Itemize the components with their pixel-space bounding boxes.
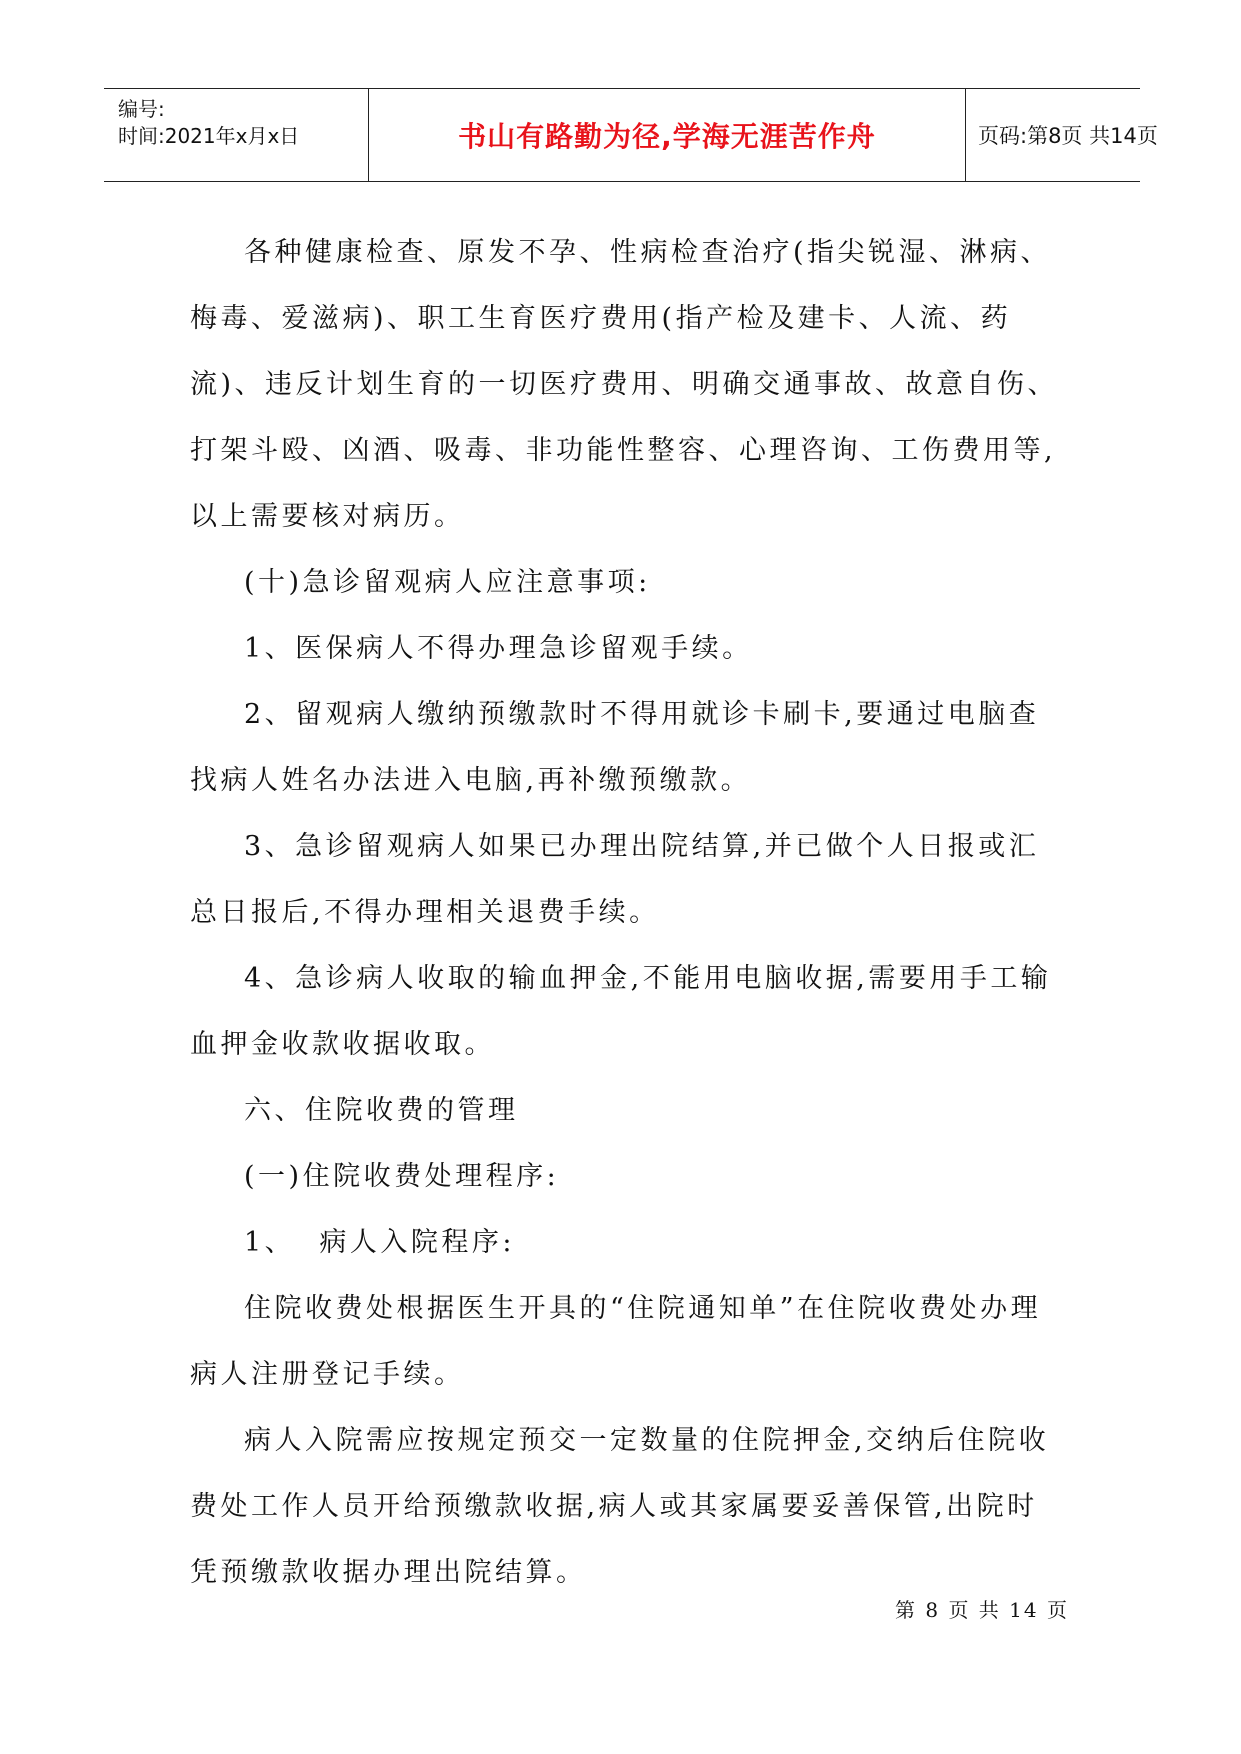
paragraph: 1、 病人入院程序:	[244, 1227, 515, 1258]
paragraph: 2、留观病人缴纳预缴款时不得用就诊卡刷卡,要通过电脑查找病人姓名办法进入电脑,再补缴预缴款。	[190, 699, 1040, 796]
paragraph: 3、急诊留观病人如果已办理出院结算,并已做个人日报或汇总日报后,不得办理相关退费手续。	[190, 831, 1040, 928]
number-label: 编号:	[118, 97, 165, 121]
header-page-info: 页码:第8页 共14页	[978, 124, 1158, 148]
subsection-heading: (一)住院收费处理程序:	[244, 1161, 560, 1192]
motto-text: 书山有路勤为径,学海无涯苦作舟	[458, 120, 876, 153]
paragraph: 1、医保病人不得办理急诊留观手续。	[244, 633, 753, 664]
paragraph: 住院收费处根据医生开具的“住院通知单”在住院收费处办理病人注册登记手续。	[190, 1293, 1042, 1390]
paragraph: 病人入院需应按规定预交一定数量的住院押金,交纳后住院收费处工作人员开给预缴款收据,病人或其家属要妥善保管,出院时凭预缴款收据办理出院结算。	[190, 1425, 1050, 1588]
header-left-cell	[104, 89, 369, 181]
paragraph: 各种健康检查、原发不孕、性病检查治疗(指尖锐湿、淋病、梅毒、爱滋病)、职工生育医疗费用(指产检及建卡、人流、药流)、违反计划生育的一切医疗费用、明确交通事故、故意自伤、打架斗殴、凶酒、吸毒、非功能性整容、心理咨询、工伤费用等,以上需要核对病历。	[190, 237, 1059, 532]
paragraph: 4、急诊病人收取的输血押金,不能用电脑收据,需要用手工输血押金收款收据收取。	[190, 963, 1052, 1060]
section-heading: 六、住院收费的管理	[244, 1095, 519, 1126]
paragraph: (十)急诊留观病人应注意事项:	[244, 567, 651, 598]
header-motto-cell	[369, 89, 966, 181]
page-header	[104, 88, 1158, 182]
document-body	[190, 220, 1060, 1606]
time-label: 时间:2021年x月x日	[118, 124, 300, 148]
page-footer: 第 8 页 共 14 页	[895, 1598, 1069, 1622]
